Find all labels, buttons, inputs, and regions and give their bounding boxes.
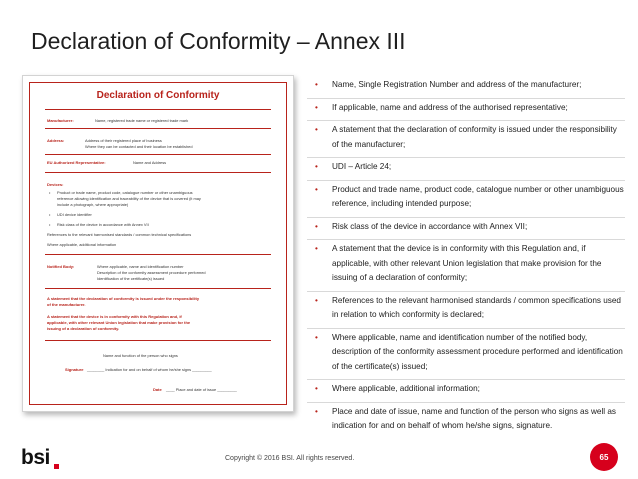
- form-notified-line: Description of the conformity assessment procedure performed: [97, 270, 206, 275]
- form-address-line: Where they can be contacted and their location be established: [85, 144, 193, 149]
- form-divider: [45, 340, 271, 341]
- list-item-text: Place and date of issue, name and function of the person who signs as well as indication for and on behalf of whom he/she signs, signature.: [332, 406, 617, 430]
- form-blank: _________: [192, 367, 212, 372]
- bullet-icon: •: [315, 384, 318, 393]
- form-devices-label: Devices:: [47, 182, 64, 187]
- logo-dot-icon: [54, 464, 59, 469]
- list-item: [307, 292, 625, 329]
- form-notified-line: Identification of the certificate(s) issued: [97, 276, 165, 281]
- form-signature-line: [87, 367, 212, 373]
- form-address-label: Address:: [47, 138, 65, 143]
- form-device-bullet: •: [49, 222, 51, 227]
- form-manufacturer-label: Manufacturer:: [47, 118, 74, 123]
- bullet-icon: •: [315, 125, 318, 134]
- list-item: [307, 218, 625, 241]
- bsi-logo: bsi: [21, 446, 50, 469]
- form-notified-line: Where applicable, name and identification number: [97, 264, 184, 269]
- form-statement-line: A statement that the device is in conformity with this Regulation and, if: [47, 314, 182, 319]
- bullet-icon: •: [315, 244, 318, 253]
- list-item-text: Name, Single Registration Number and address of the manufacturer;: [332, 80, 582, 89]
- list-item-text: A statement that the device is in conformity with this Regulation and, if applicable, with other relevant Union legislation that make provision for the issuing of a declaration of conformity;: [332, 244, 602, 282]
- copyright-text: Copyright © 2016 BSI. All rights reserved.: [225, 455, 355, 462]
- form-manufacturer-value: Name, registered trade name or registered trade mark: [95, 118, 189, 123]
- bullet-icon: •: [315, 184, 318, 194]
- requirements-list: [307, 76, 625, 439]
- bullet-icon: •: [315, 406, 318, 416]
- list-item-text: Where applicable, name and identification number of the notified body, description of the conformity assessment procedure performed and identification of the certificate(s) issued;: [332, 332, 623, 371]
- form-device-line: Product or trade name, product code, catalogue number or other unambiguous: [57, 190, 193, 195]
- bullet-icon: •: [315, 80, 318, 89]
- bullet-icon: •: [315, 162, 318, 171]
- form-device-bullet: •: [49, 190, 51, 195]
- list-item: [307, 121, 625, 158]
- list-item-text: Where applicable, additional information;: [332, 384, 480, 393]
- form-statement-line: issuing of a declaration of conformity.: [47, 326, 120, 331]
- list-item: [307, 76, 625, 99]
- form-signature-text: Indication for and on behalf of whom he/she signs: [105, 367, 192, 372]
- list-item: [307, 403, 625, 439]
- list-item-text: Risk class of the device in accordance with Annex VII;: [332, 221, 528, 231]
- list-item-text: UDI – Article 24;: [332, 162, 392, 171]
- list-item: [307, 99, 625, 122]
- form-additional: Where applicable, additional information: [47, 242, 117, 247]
- form-date-text: Place and date of issue: [175, 387, 217, 392]
- form-signature-label: Signature: [65, 367, 84, 372]
- form-divider: [45, 172, 271, 173]
- bullet-icon: •: [315, 295, 318, 305]
- form-eu-rep-label: EU Authorized Representative:: [47, 160, 106, 165]
- bullet-icon: •: [315, 221, 318, 231]
- form-eu-rep-value: Name and Address: [133, 160, 167, 165]
- list-item-text: If applicable, name and address of the authorised representative;: [332, 102, 568, 112]
- list-item: [307, 181, 625, 218]
- form-blank: ____: [166, 387, 175, 392]
- list-item: [307, 329, 625, 381]
- form-divider: [45, 288, 271, 289]
- list-item-text: A statement that the declaration of conformity is issued under the responsibility of the manufacturer;: [332, 125, 617, 149]
- form-statement-line: of the manufacturer.: [47, 302, 86, 307]
- form-signer-line: Name and function of the person who signs: [103, 353, 178, 358]
- form-device-line: reference allowing identification and traceability of the device that is covered (it may: [57, 196, 201, 201]
- form-references: References to the relevant harmonised standards / common technical specifications: [47, 232, 192, 237]
- list-item: [307, 380, 625, 403]
- list-item: [307, 158, 625, 181]
- list-item-text: Product and trade name, product code, catalogue number or other unambiguous reference, including intended purpose;: [332, 184, 624, 208]
- form-notified-label: Notified Body:: [47, 264, 75, 269]
- form-statement-line: A statement that the declaration of conformity is issued under the responsibility: [47, 296, 200, 301]
- form-blank: ________: [87, 367, 105, 372]
- form-divider: [45, 254, 271, 255]
- form-address-line: Address of their registered place of business: [85, 138, 162, 143]
- form-device-udi: UDI device identifier: [57, 212, 92, 217]
- form-statement-line: applicable, with other relevant Union legislation that make provision for the: [47, 320, 191, 325]
- bullet-icon: •: [315, 102, 318, 112]
- form-divider: [45, 109, 271, 110]
- slide-title: Declaration of Conformity – Annex III: [31, 28, 406, 54]
- form-divider: [45, 128, 271, 129]
- form-title: Declaration of Conformity: [96, 90, 220, 101]
- form-date-line: [166, 387, 237, 393]
- form-device-line: include a photograph, where appropriate): [57, 202, 129, 207]
- form-device-bullet: •: [49, 212, 51, 217]
- page-number-badge: 65: [590, 443, 618, 471]
- form-date-label: Date: [153, 387, 162, 392]
- bullet-icon: •: [315, 332, 318, 342]
- list-item-text: References to the relevant harmonised standards / common specifications used in relation to which conformity is declared;: [332, 295, 621, 319]
- declaration-form-image: [22, 75, 294, 412]
- form-device-risk: Risk class of the device in accordance with Annex VII: [57, 222, 149, 227]
- form-divider: [45, 154, 271, 155]
- form-blank: _________: [217, 387, 237, 392]
- list-item: [307, 240, 625, 292]
